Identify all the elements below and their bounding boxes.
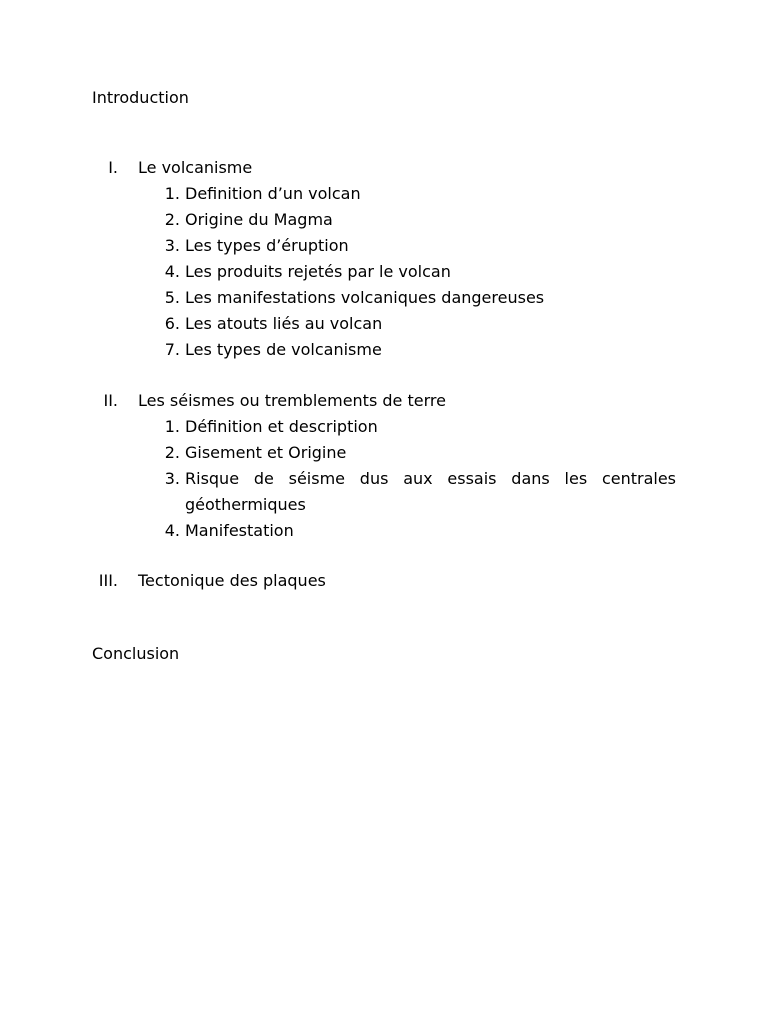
item-number: 6. bbox=[164, 314, 180, 333]
list-item bbox=[0, 233, 768, 259]
item-number: 1. bbox=[164, 417, 180, 436]
section-volcanisme bbox=[0, 155, 768, 363]
introduction-heading: Introduction bbox=[92, 88, 189, 107]
section-heading bbox=[0, 388, 768, 414]
item-number: 3. bbox=[164, 469, 180, 488]
item-text: Definition d’un volcan bbox=[185, 184, 361, 203]
item-text: Les produits rejetés par le volcan bbox=[185, 262, 451, 281]
list-item bbox=[0, 518, 768, 544]
subsection-list bbox=[0, 414, 768, 544]
item-text: Gisement et Origine bbox=[185, 443, 347, 462]
list-item bbox=[0, 414, 768, 440]
list-item bbox=[0, 285, 768, 311]
item-number: 2. bbox=[164, 443, 180, 462]
item-text: Les manifestations volcaniques dangereuses bbox=[185, 288, 545, 307]
section-heading bbox=[0, 155, 768, 181]
section-title: Les séismes ou tremblements de terre bbox=[138, 391, 446, 410]
list-item bbox=[0, 311, 768, 337]
list-item bbox=[0, 207, 768, 233]
list-item bbox=[0, 466, 768, 518]
conclusion-heading: Conclusion bbox=[92, 644, 180, 663]
section-numeral: I. bbox=[108, 158, 118, 177]
section-title: Tectonique des plaques bbox=[138, 571, 326, 590]
item-text: Origine du Magma bbox=[185, 210, 333, 229]
item-number: 2. bbox=[164, 210, 180, 229]
item-number: 4. bbox=[164, 262, 180, 281]
list-item bbox=[0, 337, 768, 363]
item-number: 4. bbox=[164, 521, 180, 540]
item-number: 3. bbox=[164, 236, 180, 255]
section-numeral: III. bbox=[98, 571, 118, 590]
item-number: 5. bbox=[164, 288, 180, 307]
list-item bbox=[0, 181, 768, 207]
section-seismes bbox=[0, 388, 768, 544]
item-text: Manifestation bbox=[185, 521, 294, 540]
list-item bbox=[0, 259, 768, 285]
section-tectonique bbox=[0, 568, 768, 594]
item-text: Définition et description bbox=[185, 417, 378, 436]
section-heading bbox=[0, 568, 768, 594]
item-text: Les atouts liés au volcan bbox=[185, 314, 383, 333]
item-text: Les types de volcanisme bbox=[185, 340, 382, 359]
list-item bbox=[0, 440, 768, 466]
item-number: 1. bbox=[164, 184, 180, 203]
subsection-list bbox=[0, 181, 768, 363]
item-number: 7. bbox=[164, 340, 180, 359]
section-title: Le volcanisme bbox=[138, 158, 253, 177]
item-text: Risque de séisme dus aux essais dans les centrales géothermiques bbox=[185, 469, 676, 514]
section-numeral: II. bbox=[103, 391, 118, 410]
item-text: Les types d’éruption bbox=[185, 236, 349, 255]
